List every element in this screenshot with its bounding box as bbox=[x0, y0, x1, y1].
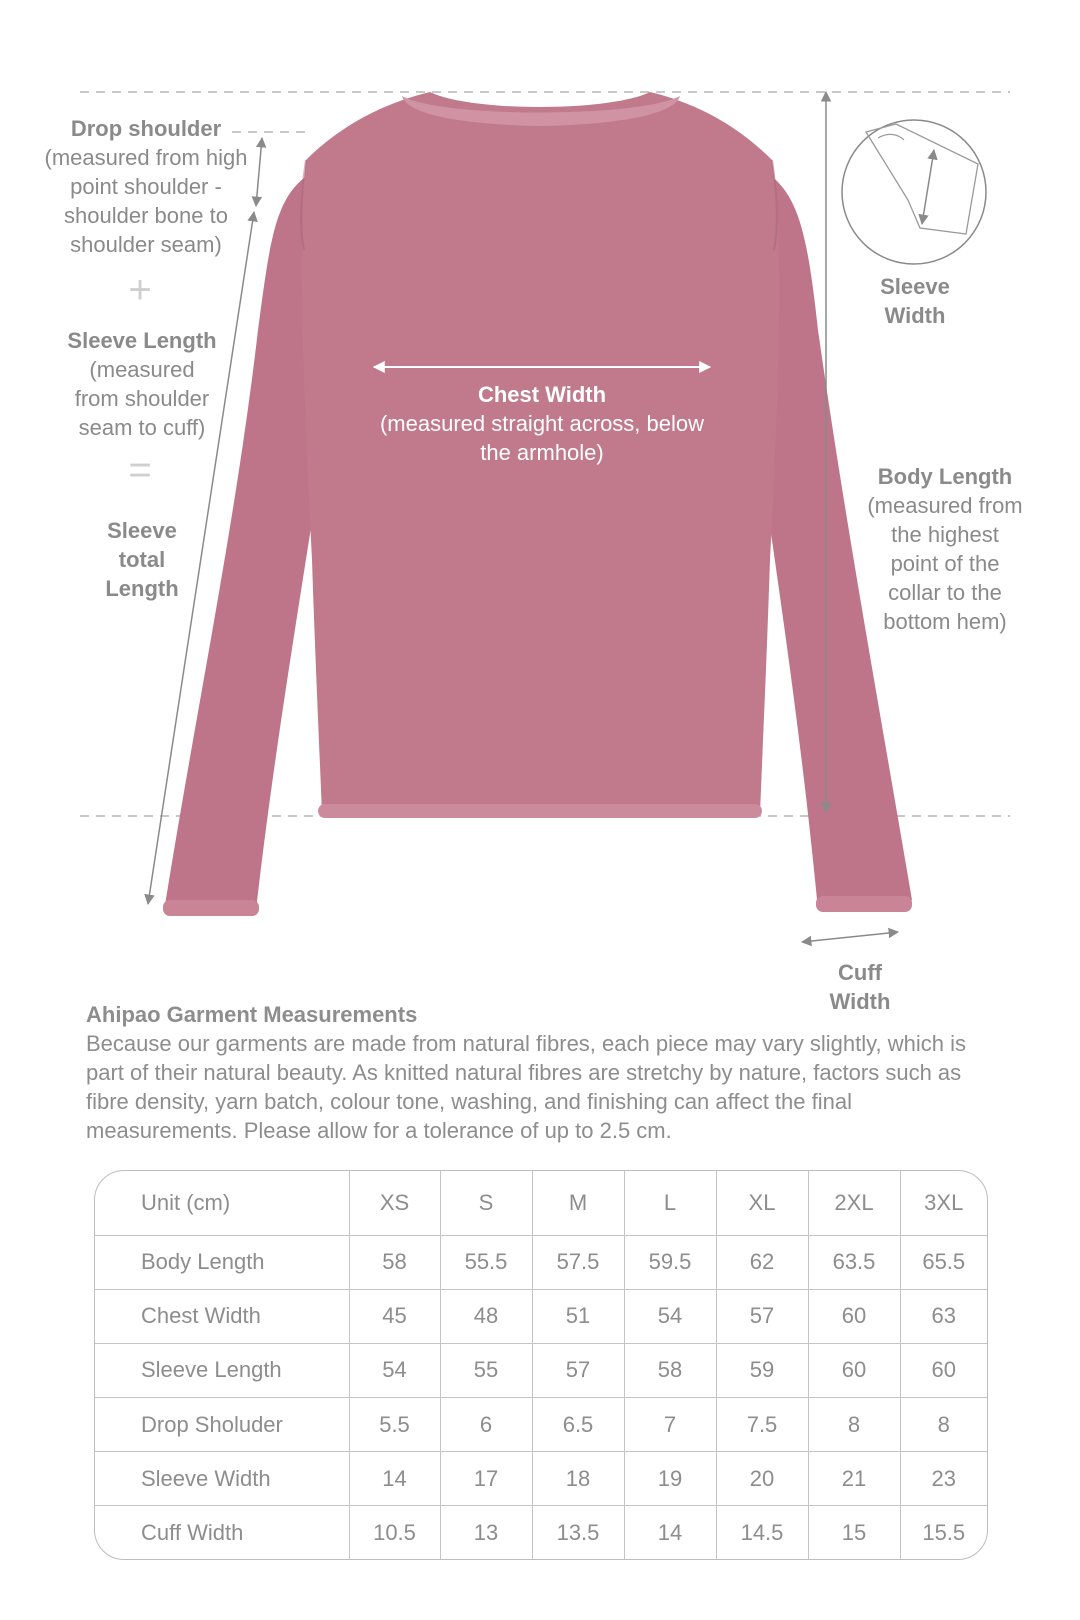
chest-width-label: Chest Width (measured straight across, below the armhole) bbox=[340, 380, 744, 467]
cuff-width-label: Cuff Width bbox=[829, 960, 891, 1014]
body-length-title: Body Length bbox=[877, 464, 1013, 489]
table-row: Sleeve Length 54 55 57 58 59 60 60 bbox=[95, 1343, 987, 1397]
sweater-image bbox=[163, 92, 912, 916]
header-cell: 3XL bbox=[900, 1171, 987, 1235]
table-row: Chest Width 45 48 51 54 57 60 63 bbox=[95, 1289, 987, 1343]
plus-sign: + bbox=[128, 268, 152, 312]
drop-shoulder-title: Drop shoulder bbox=[70, 116, 222, 141]
table-row: Sleeve Width 14 17 18 19 20 21 23 bbox=[95, 1452, 987, 1506]
note-title: Ahipao Garment Measurements bbox=[86, 1002, 418, 1027]
table-header-row bbox=[95, 1171, 987, 1235]
chest-width-title: Chest Width bbox=[477, 382, 607, 407]
header-cell: M bbox=[532, 1171, 624, 1235]
sleeve-width-detail bbox=[842, 120, 986, 264]
measurement-note bbox=[86, 1000, 1006, 1145]
sleeve-width-label: Sleeve Width bbox=[880, 274, 950, 328]
table-row: Body Length 58 55.5 57.5 59.5 62 63.5 65.5 bbox=[95, 1235, 987, 1289]
equals-sign: = bbox=[128, 448, 152, 492]
header-cell: S bbox=[440, 1171, 532, 1235]
drop-shoulder-label: Drop shoulder (measured from high point shoulder - shoulder bone to shoulder seam) bbox=[30, 114, 262, 259]
header-cell: XS bbox=[349, 1171, 440, 1235]
sleeve-total-length-label: Sleeve total Length bbox=[105, 518, 179, 601]
body-length-label: Body Length (measured from the highest point of the collar to the bottom hem) bbox=[850, 462, 1040, 636]
header-cell: Unit (cm) bbox=[95, 1171, 349, 1235]
sleeve-length-label: Sleeve Length (measured from shoulder seam to cuff) bbox=[42, 326, 242, 442]
header-cell: L bbox=[624, 1171, 716, 1235]
header-cell: XL bbox=[716, 1171, 808, 1235]
table-row: Cuff Width 10.5 13 13.5 14 14.5 15 15.5 bbox=[95, 1506, 987, 1559]
header-cell: 2XL bbox=[808, 1171, 900, 1235]
size-table bbox=[94, 1170, 988, 1560]
cuff-width-arrow bbox=[802, 932, 898, 942]
table-row: Drop Sholuder 5.5 6 6.5 7 7.5 8 8 bbox=[95, 1397, 987, 1451]
sleeve-length-title: Sleeve Length bbox=[67, 328, 217, 353]
note-body: Because our garments are made from natural fibres, each piece may vary slightly, which is part of their natural beauty. As knitted natural fibres are stretchy by nature, factors such as fibre density, yarn batch, colour tone, washing, and finishing can affect the final measurements. Please allow for a tolerance of up to 2.5 cm. bbox=[86, 1031, 966, 1143]
